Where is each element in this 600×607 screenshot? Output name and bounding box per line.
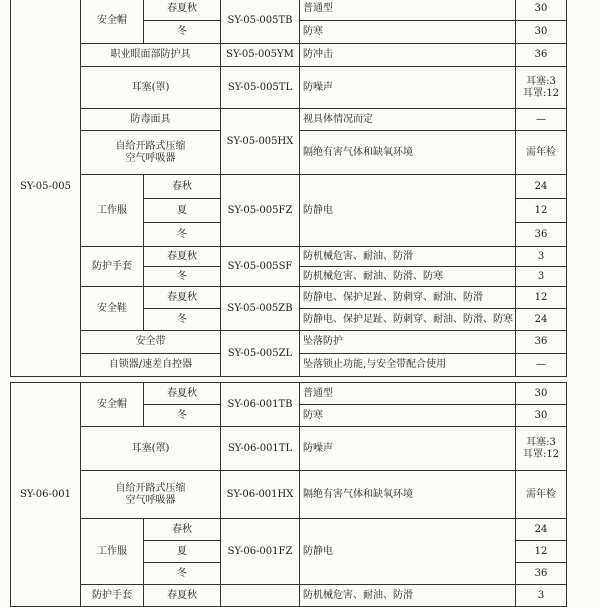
season-cell: 冬 bbox=[144, 223, 221, 247]
table-row bbox=[11, 471, 567, 519]
item-name-cell: 防护手套 bbox=[81, 247, 144, 287]
value-cell: 30 bbox=[516, 0, 567, 21]
value-cell: 24 bbox=[516, 309, 567, 331]
item-code-cell: SY-06-001HX bbox=[221, 471, 300, 519]
description-cell: 防机械危害、耐油、防滑、防寒 bbox=[300, 267, 516, 287]
category-code-cell: SY-06-001 bbox=[11, 383, 81, 607]
description-cell: 防噪声 bbox=[300, 67, 516, 109]
item-code-cell: SY-05-005TL bbox=[221, 67, 300, 109]
item-name-cell: 职业眼面部防护具 bbox=[81, 44, 221, 67]
item-code-cell: SY-05-005SF bbox=[221, 247, 300, 287]
season-cell: 冬 bbox=[144, 267, 221, 287]
description-cell: 防静电 bbox=[300, 175, 516, 247]
table-row bbox=[11, 175, 567, 199]
item-code-cell: SY-05-005HX bbox=[221, 109, 300, 175]
value-cell: 36 bbox=[516, 331, 567, 354]
value-cell: 24 bbox=[516, 519, 567, 541]
value-line: 耳罩:12 bbox=[522, 87, 560, 99]
value-cell: — bbox=[516, 109, 567, 131]
value-cell: 30 bbox=[516, 405, 567, 427]
value-cell: 3 bbox=[516, 267, 567, 287]
description-cell: 防静电、保护足趾、防刺穿、耐油、防滑 bbox=[300, 287, 516, 309]
category-code-cell: SY-05-005 bbox=[11, 0, 81, 377]
value-cell: 需年检 bbox=[516, 471, 567, 519]
season-cell: 冬 bbox=[144, 563, 221, 585]
season-cell: 冬 bbox=[144, 309, 221, 331]
description-cell: 普通型 bbox=[300, 383, 516, 405]
description-cell: 防机械危害、耐油、防滑 bbox=[300, 585, 516, 607]
table-row bbox=[11, 67, 567, 109]
description-cell: 普通型 bbox=[300, 0, 516, 21]
value-cell: 36 bbox=[516, 223, 567, 247]
table-row bbox=[11, 0, 567, 21]
item-code-cell: SY-06-001FZ bbox=[221, 519, 300, 585]
item-code-cell: SY-05-005FZ bbox=[221, 175, 300, 247]
item-code-cell: SY-06-001TL bbox=[221, 427, 300, 471]
item-code-cell: SY-05-005ZL bbox=[221, 331, 300, 377]
season-cell: 春夏秋 bbox=[144, 287, 221, 309]
description-cell: 隔绝有害气体和缺氧环境 bbox=[300, 471, 516, 519]
item-name-cell: 自锁器/速差自控器 bbox=[81, 354, 221, 377]
season-cell: 夏 bbox=[144, 199, 221, 223]
value-cell: 30 bbox=[516, 383, 567, 405]
description-cell: 防寒 bbox=[300, 405, 516, 427]
value-cell: 12 bbox=[516, 287, 567, 309]
value-cell bbox=[516, 67, 567, 109]
description-cell: 视具体情况而定 bbox=[300, 109, 516, 131]
value-cell bbox=[516, 427, 567, 471]
value-line: 耳塞:3 bbox=[526, 436, 556, 448]
item-name-cell bbox=[81, 131, 221, 175]
table-row bbox=[11, 331, 567, 354]
season-cell: 冬 bbox=[144, 21, 221, 44]
season-cell: 春夏秋 bbox=[144, 585, 221, 607]
description-cell: 坠落锁止功能,与安全带配合使用 bbox=[300, 354, 516, 377]
item-name-cell: 耳塞(罩) bbox=[81, 427, 221, 471]
table-row bbox=[11, 287, 567, 309]
value-cell: 3 bbox=[516, 585, 567, 607]
value-cell: — bbox=[516, 354, 567, 377]
season-cell: 春夏秋 bbox=[144, 383, 221, 405]
item-name-line: 空气呼吸器 bbox=[125, 494, 176, 506]
value-cell: 需年检 bbox=[516, 131, 567, 175]
item-name-cell: 防护手套 bbox=[81, 585, 144, 607]
item-code-cell: SY-06-001TB bbox=[221, 383, 300, 427]
season-cell: 春夏秋 bbox=[144, 247, 221, 267]
value-line: 耳塞:3 bbox=[526, 75, 556, 87]
table-row bbox=[11, 109, 567, 131]
table-row bbox=[11, 427, 567, 471]
description-cell: 防机械危害、耐油、防滑 bbox=[300, 247, 516, 267]
table-row bbox=[11, 247, 567, 267]
ppe-spec-table-2 bbox=[10, 382, 567, 607]
table-row bbox=[11, 44, 567, 67]
item-code-cell: SY-05-005ZB bbox=[221, 287, 300, 331]
item-code-cell bbox=[221, 585, 300, 607]
table-row bbox=[11, 519, 567, 541]
item-code-cell: SY-05-005YM bbox=[221, 44, 300, 67]
item-name-cell: 安全带 bbox=[81, 331, 221, 354]
description-cell: 防寒 bbox=[300, 21, 516, 44]
value-cell: 30 bbox=[516, 21, 567, 44]
item-name-cell: 安全帽 bbox=[81, 383, 144, 427]
item-name-cell: 防毒面具 bbox=[81, 109, 221, 131]
value-cell: 36 bbox=[516, 563, 567, 585]
item-name-cell: 耳塞(罩) bbox=[81, 67, 221, 109]
value-cell: 12 bbox=[516, 541, 567, 563]
description-cell: 防冲击 bbox=[300, 44, 516, 67]
description-cell: 隔绝有害气体和缺氧环境 bbox=[300, 131, 516, 175]
season-cell: 夏 bbox=[144, 541, 221, 563]
ppe-spec-table bbox=[10, 0, 567, 377]
table-row bbox=[11, 383, 567, 405]
description-cell: 防噪声 bbox=[300, 427, 516, 471]
value-line: 耳罩:12 bbox=[522, 448, 560, 460]
item-name-line: 自给开路式压缩 bbox=[115, 140, 186, 152]
description-cell: 防静电、保护足趾、防刺穿、耐油、防滑、防寒 bbox=[300, 309, 516, 331]
value-cell: 36 bbox=[516, 44, 567, 67]
item-name-cell: 安全帽 bbox=[81, 0, 144, 44]
season-cell: 春夏秋 bbox=[144, 0, 221, 21]
season-cell: 冬 bbox=[144, 405, 221, 427]
item-code-cell: SY-05-005TB bbox=[221, 0, 300, 44]
value-cell: 12 bbox=[516, 199, 567, 223]
item-name-line: 自给开路式压缩 bbox=[115, 482, 186, 494]
value-cell: 24 bbox=[516, 175, 567, 199]
item-name-cell bbox=[81, 471, 221, 519]
description-cell: 防静电 bbox=[300, 519, 516, 585]
item-name-cell: 安全鞋 bbox=[81, 287, 144, 331]
description-cell: 坠落防护 bbox=[300, 331, 516, 354]
season-cell: 春秋 bbox=[144, 519, 221, 541]
item-name-line: 空气呼吸器 bbox=[125, 152, 176, 164]
season-cell: 春秋 bbox=[144, 175, 221, 199]
item-name-cell: 工作服 bbox=[81, 519, 144, 585]
value-cell: 3 bbox=[516, 247, 567, 267]
table-row bbox=[11, 585, 567, 607]
item-name-cell: 工作服 bbox=[81, 175, 144, 247]
